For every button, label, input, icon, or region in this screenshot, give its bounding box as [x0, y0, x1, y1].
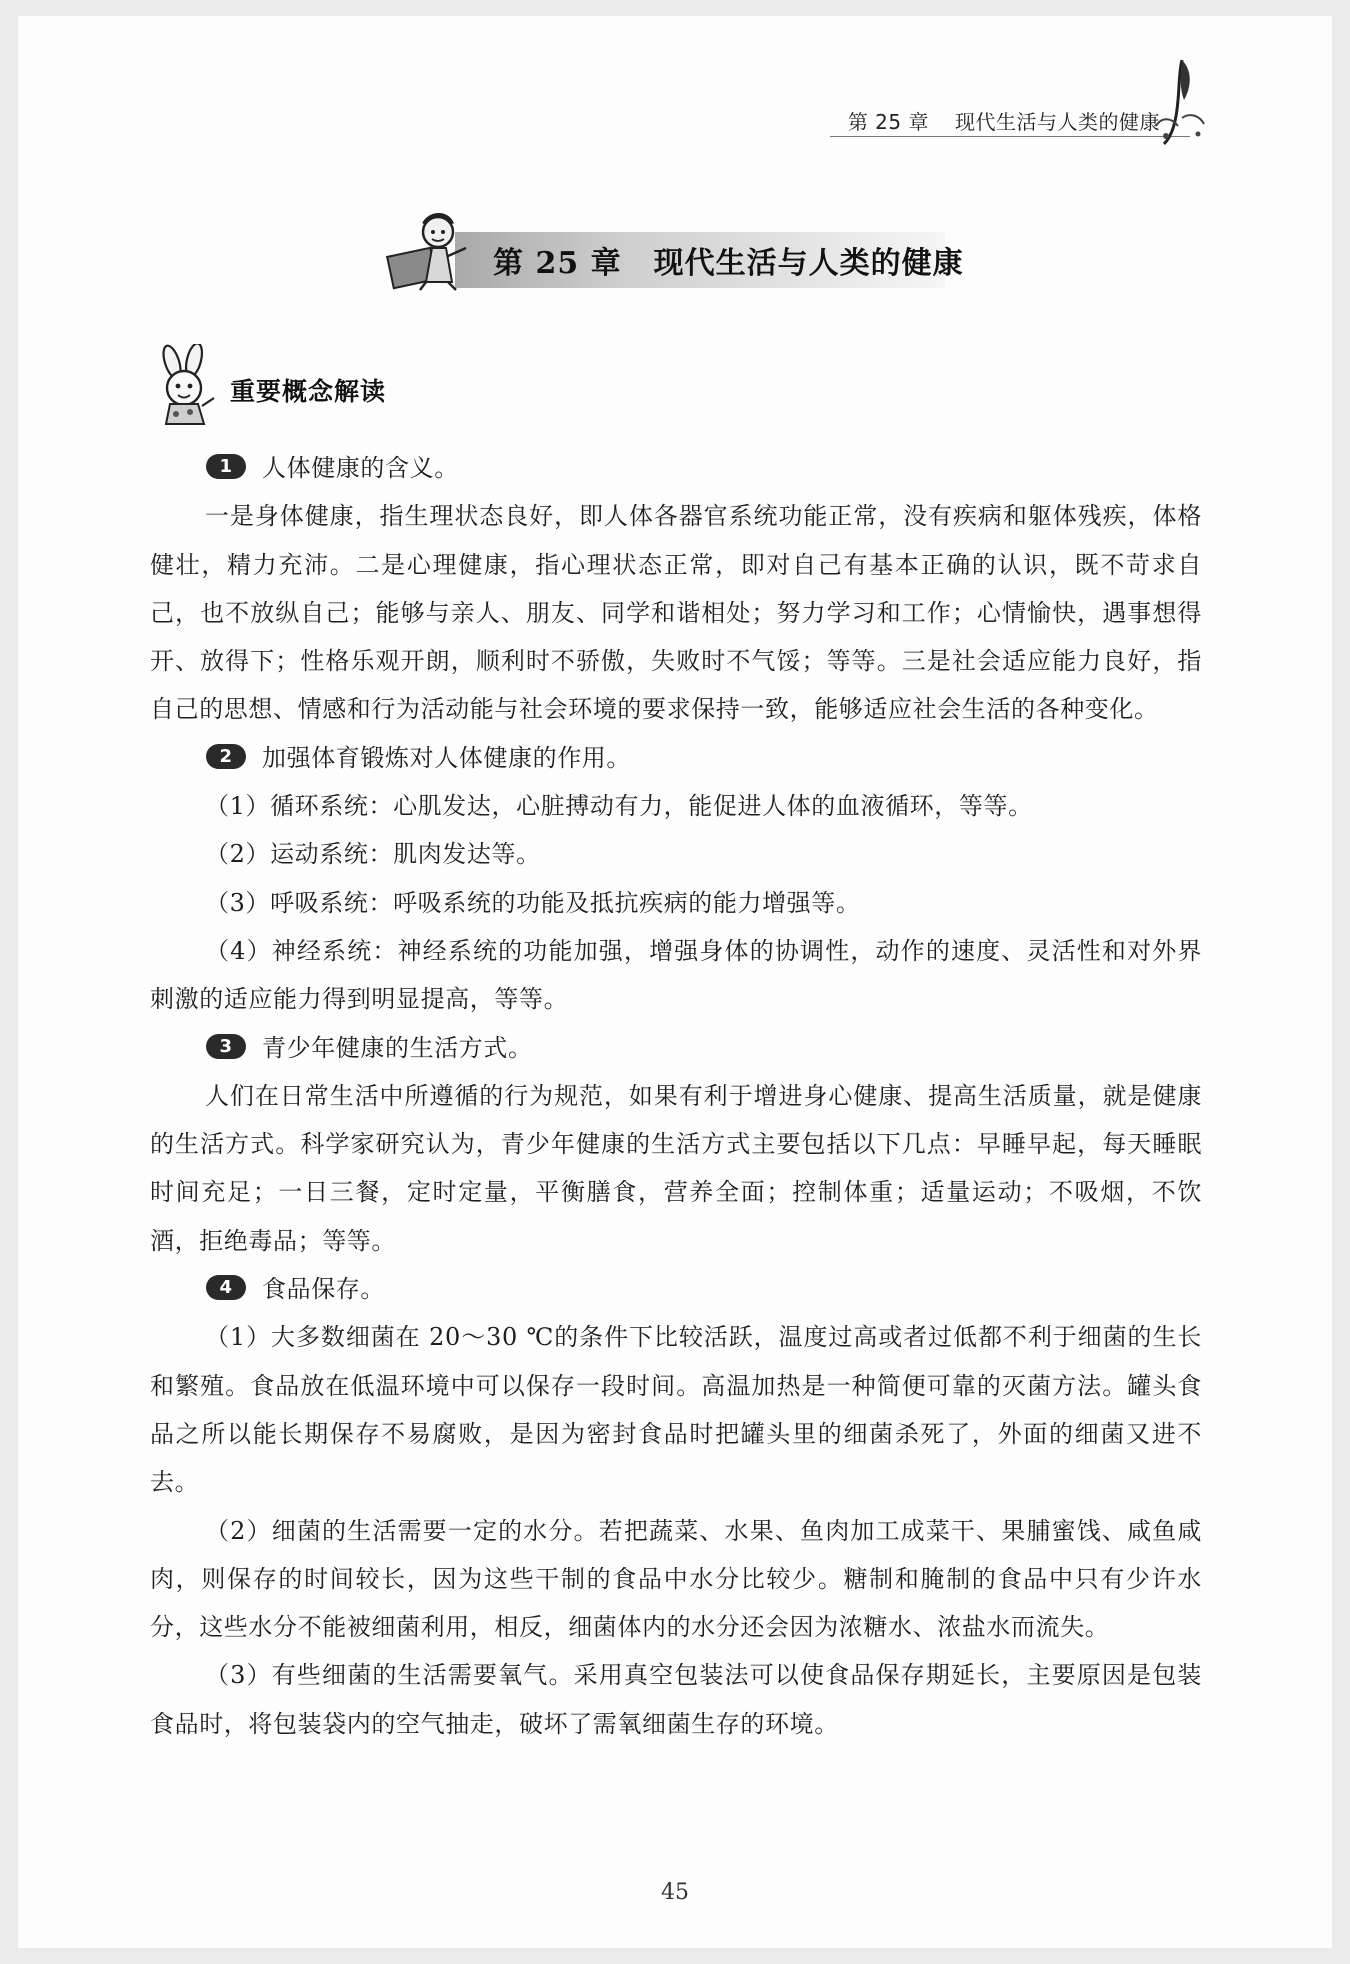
concept-heading-1: [150, 444, 1202, 492]
running-head-chapter: 第 25 章: [847, 110, 929, 134]
concept-heading-2: [150, 734, 1202, 782]
reading-child-illustration-icon: [386, 208, 476, 292]
chapter-number: 第 25 章: [493, 246, 622, 281]
chapter-title: [493, 238, 964, 282]
concept-paragraph: （4）神经系统：神经系统的功能加强，增强身体的协调性，动作的速度、灵活性和对外界刺激的适应能力得到明显提高，等等。: [150, 936, 1202, 1014]
concept-paragraph: 一是身体健康，指生理状态良好，即人体各器官系统功能正常，没有疾病和躯体残疾，体格健壮，精力充沛。二是心理健康，指心理状态正常，即对自己有基本正确的认识，既不苛求自己，也不放纵自己；能够与亲人、朋友、同学和谐相处；努力学习和工作；心情愉快，遇事想得开、放得下；性格乐观开朗，顺利时不骄傲，失败时不气馁；等等。三是社会适应能力良好，指自己的思想、情感和行为活动能与社会环境的要求保持一致，能够适应社会生活的各种变化。: [150, 502, 1202, 724]
running-head-title: 现代生活与人类的健康: [955, 110, 1160, 134]
section-title: 重要概念解读: [230, 377, 387, 406]
concept-paragraph: （3）呼吸系统：呼吸系统的功能及抵抗疾病的能力增强等。: [205, 888, 861, 917]
concept-heading-text: 青少年健康的生活方式。: [262, 1033, 533, 1062]
concept-paragraph: （1）大多数细菌在 20～30 ℃的条件下比较活跃，温度过高或者过低都不利于细菌的生长和繁殖。食品放在低温环境中可以保存一段时间。高温加热是一种简便可靠的灭菌方法。罐头食品之所以能长期保存不易腐败，是因为密封食品时把罐头里的细菌杀死了，外面的细菌又进不去。: [150, 1323, 1202, 1497]
concept-number-badge: 1: [206, 454, 246, 479]
concept-number-badge: 4: [206, 1275, 246, 1300]
concept-paragraph: （2）运动系统：肌肉发达等。: [205, 840, 541, 869]
running-head-rule: [830, 136, 1190, 137]
concept-heading-text: 食品保存。: [262, 1275, 385, 1304]
concept-paragraph: （2）细菌的生活需要一定的水分。若把蔬菜、水果、鱼肉加工成菜干、果脯蜜饯、咸鱼咸肉，则保存的时间较长，因为这些干制的食品中水分比较少。糖制和腌制的食品中只有少许水分，这些水分不能被细菌利用，相反，细菌体内的水分还会因为浓糖水、浓盐水而流失。: [150, 1516, 1202, 1642]
concept-number-badge: 3: [206, 1034, 246, 1059]
concept-paragraph: 人们在日常生活中所遵循的行为规范，如果有利于增进身心健康、提高生活质量，就是健康的生活方式。科学家研究认为，青少年健康的生活方式主要包括以下几点：早睡早起，每天睡眠时间充足；一日三餐，定时定量，平衡膳食，营养全面；控制体重；适量运动；不吸烟，不饮酒，拒绝毒品；等等。: [150, 1081, 1202, 1255]
page-number: 45: [661, 1880, 689, 1905]
concept-paragraph: （1）循环系统：心肌发达，心脏搏动有力，能促进人体的血液循环，等等。: [205, 792, 1033, 821]
chapter-name: 现代生活与人类的健康: [653, 246, 964, 281]
concept-number-badge: 2: [206, 744, 246, 769]
running-head: [848, 106, 1160, 135]
concept-heading-3: [150, 1024, 1202, 1072]
concept-heading-4: [150, 1265, 1202, 1313]
concept-heading-text: 人体健康的含义。: [262, 454, 459, 482]
quill-ornament-icon: [1148, 56, 1210, 146]
concept-heading-text: 加强体育锻炼对人体健康的作用。: [262, 743, 631, 772]
rabbit-mascot-icon: [146, 344, 228, 428]
concept-paragraph: （3）有些细菌的生活需要氧气。采用真空包装法可以使食品保存期延长，主要原因是包装食品时，将包装袋内的空气抽走，破坏了需氧细菌生存的环境。: [150, 1661, 1202, 1738]
concepts-body: [150, 444, 1202, 1748]
